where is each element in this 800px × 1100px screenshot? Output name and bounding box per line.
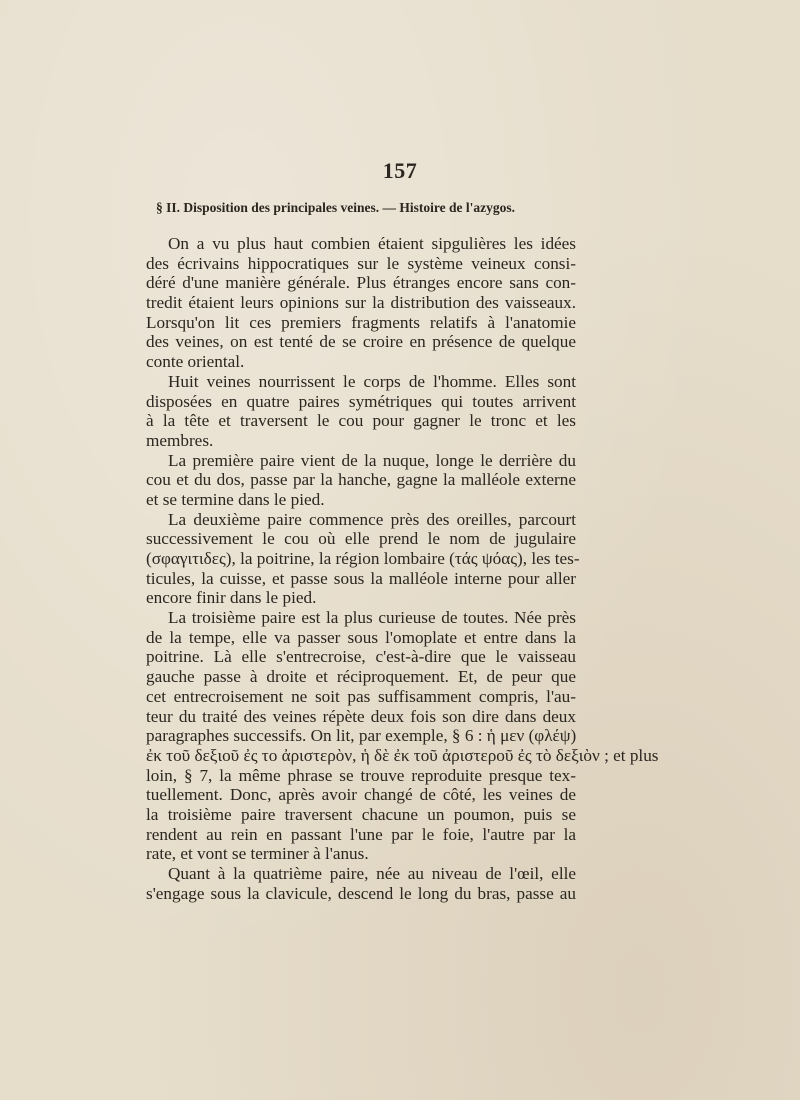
page-number: 157 [382,158,418,183]
text-line: encore finir dans le pied. [146,588,317,608]
text-line: de la tempe, elle va passer sous l'omoplate et entre dans la [146,627,576,647]
text-line: ἐκ τοῦ δεξιοῦ ἐς το ἀριστερὸν, ἡ δὲ ἐκ τοῦ ἀριστεροῦ ἐς τὸ δεξιὸν ; et plus [146,745,659,765]
text-line: La première paire vient de la nuque, longe le derrière du [168,450,576,470]
text-line: La troisième paire est la plus curieuse de toutes. Née près [168,608,576,628]
text-line: rendent au rein en passant l'une par le foie, l'autre par la [146,824,576,844]
text-line: On a vu plus haut combien étaient sipgulières les idées [168,234,576,253]
text-line: loin, § 7, la même phrase se trouve reproduite presque tex- [146,765,576,785]
text-line: Lorsqu'on lit ces premiers fragments relatifs à l'anatomie [146,312,576,332]
text-line: gauche passe à droite et réciproquement. Et, de peur que [146,667,576,687]
text-line: La deuxième paire commence près des oreilles, parcourt [168,509,576,529]
text-line: poitrine. Là elle s'entrecroise, c'est-à-dire que le vaisseau [146,647,576,667]
text-line: ticules, la cuisse, et passe sous la malléole interne pour aller [146,568,576,588]
text-line: Quant à la quatrième paire, née au niveau de l'œil, elle [168,864,576,883]
text-line: membres. [146,430,214,450]
text-line: teur du traité des veines répète deux fois son dire dans deux [146,706,576,726]
text-line: déré d'une manière générale. Plus étranges encore sans con- [146,273,576,293]
text-line: cet entrecroisement ne soit pas suffisamment compris, l'au- [146,686,576,706]
text-line: rate, et vont se terminer à l'anus. [146,844,369,864]
text-line: des écrivains hippocratiques sur le système veineux consi- [146,253,576,273]
text-line: Huit veines nourrissent le corps de l'homme. Elles sont [168,371,576,391]
body-text [146,234,659,903]
text-line: conte oriental. [146,352,245,372]
text-line: tredit étaient leurs opinions sur la distribution des vaisseaux. [146,293,576,313]
text-line: s'engage sous la clavicule, descend le long du bras, passe au [146,883,576,903]
text-line: et se termine dans le pied. [146,489,325,509]
text-line: à la tête et traversent le cou pour gagner le tronc et les [146,411,576,431]
text-line: la troisième paire traversent chacune un poumon, puis se [146,804,576,824]
text-line: (σφαγιτιδες), la poitrine, la région lombaire (τάς ψόας), les tes- [146,549,580,568]
text-line: disposées en quatre paires symétriques qui toutes arrivent [146,391,576,411]
text-line: cou et du dos, passe par la hanche, gagne la malléole externe [146,470,576,490]
section-heading: § II. Disposition des principales veines. — Histoire de l'azygos. [156,200,516,215]
text-line: paragraphes successifs. On lit, par exemple, § 6 : ἡ μεν (φλέψ) [146,726,577,746]
text-line: tuellement. Donc, après avoir changé de côté, les veines de [146,785,576,805]
text-line: successivement le cou où elle prend le nom de jugulaire [146,529,576,549]
text-line: des veines, on est tenté de se croire en présence de quelque [146,332,576,352]
